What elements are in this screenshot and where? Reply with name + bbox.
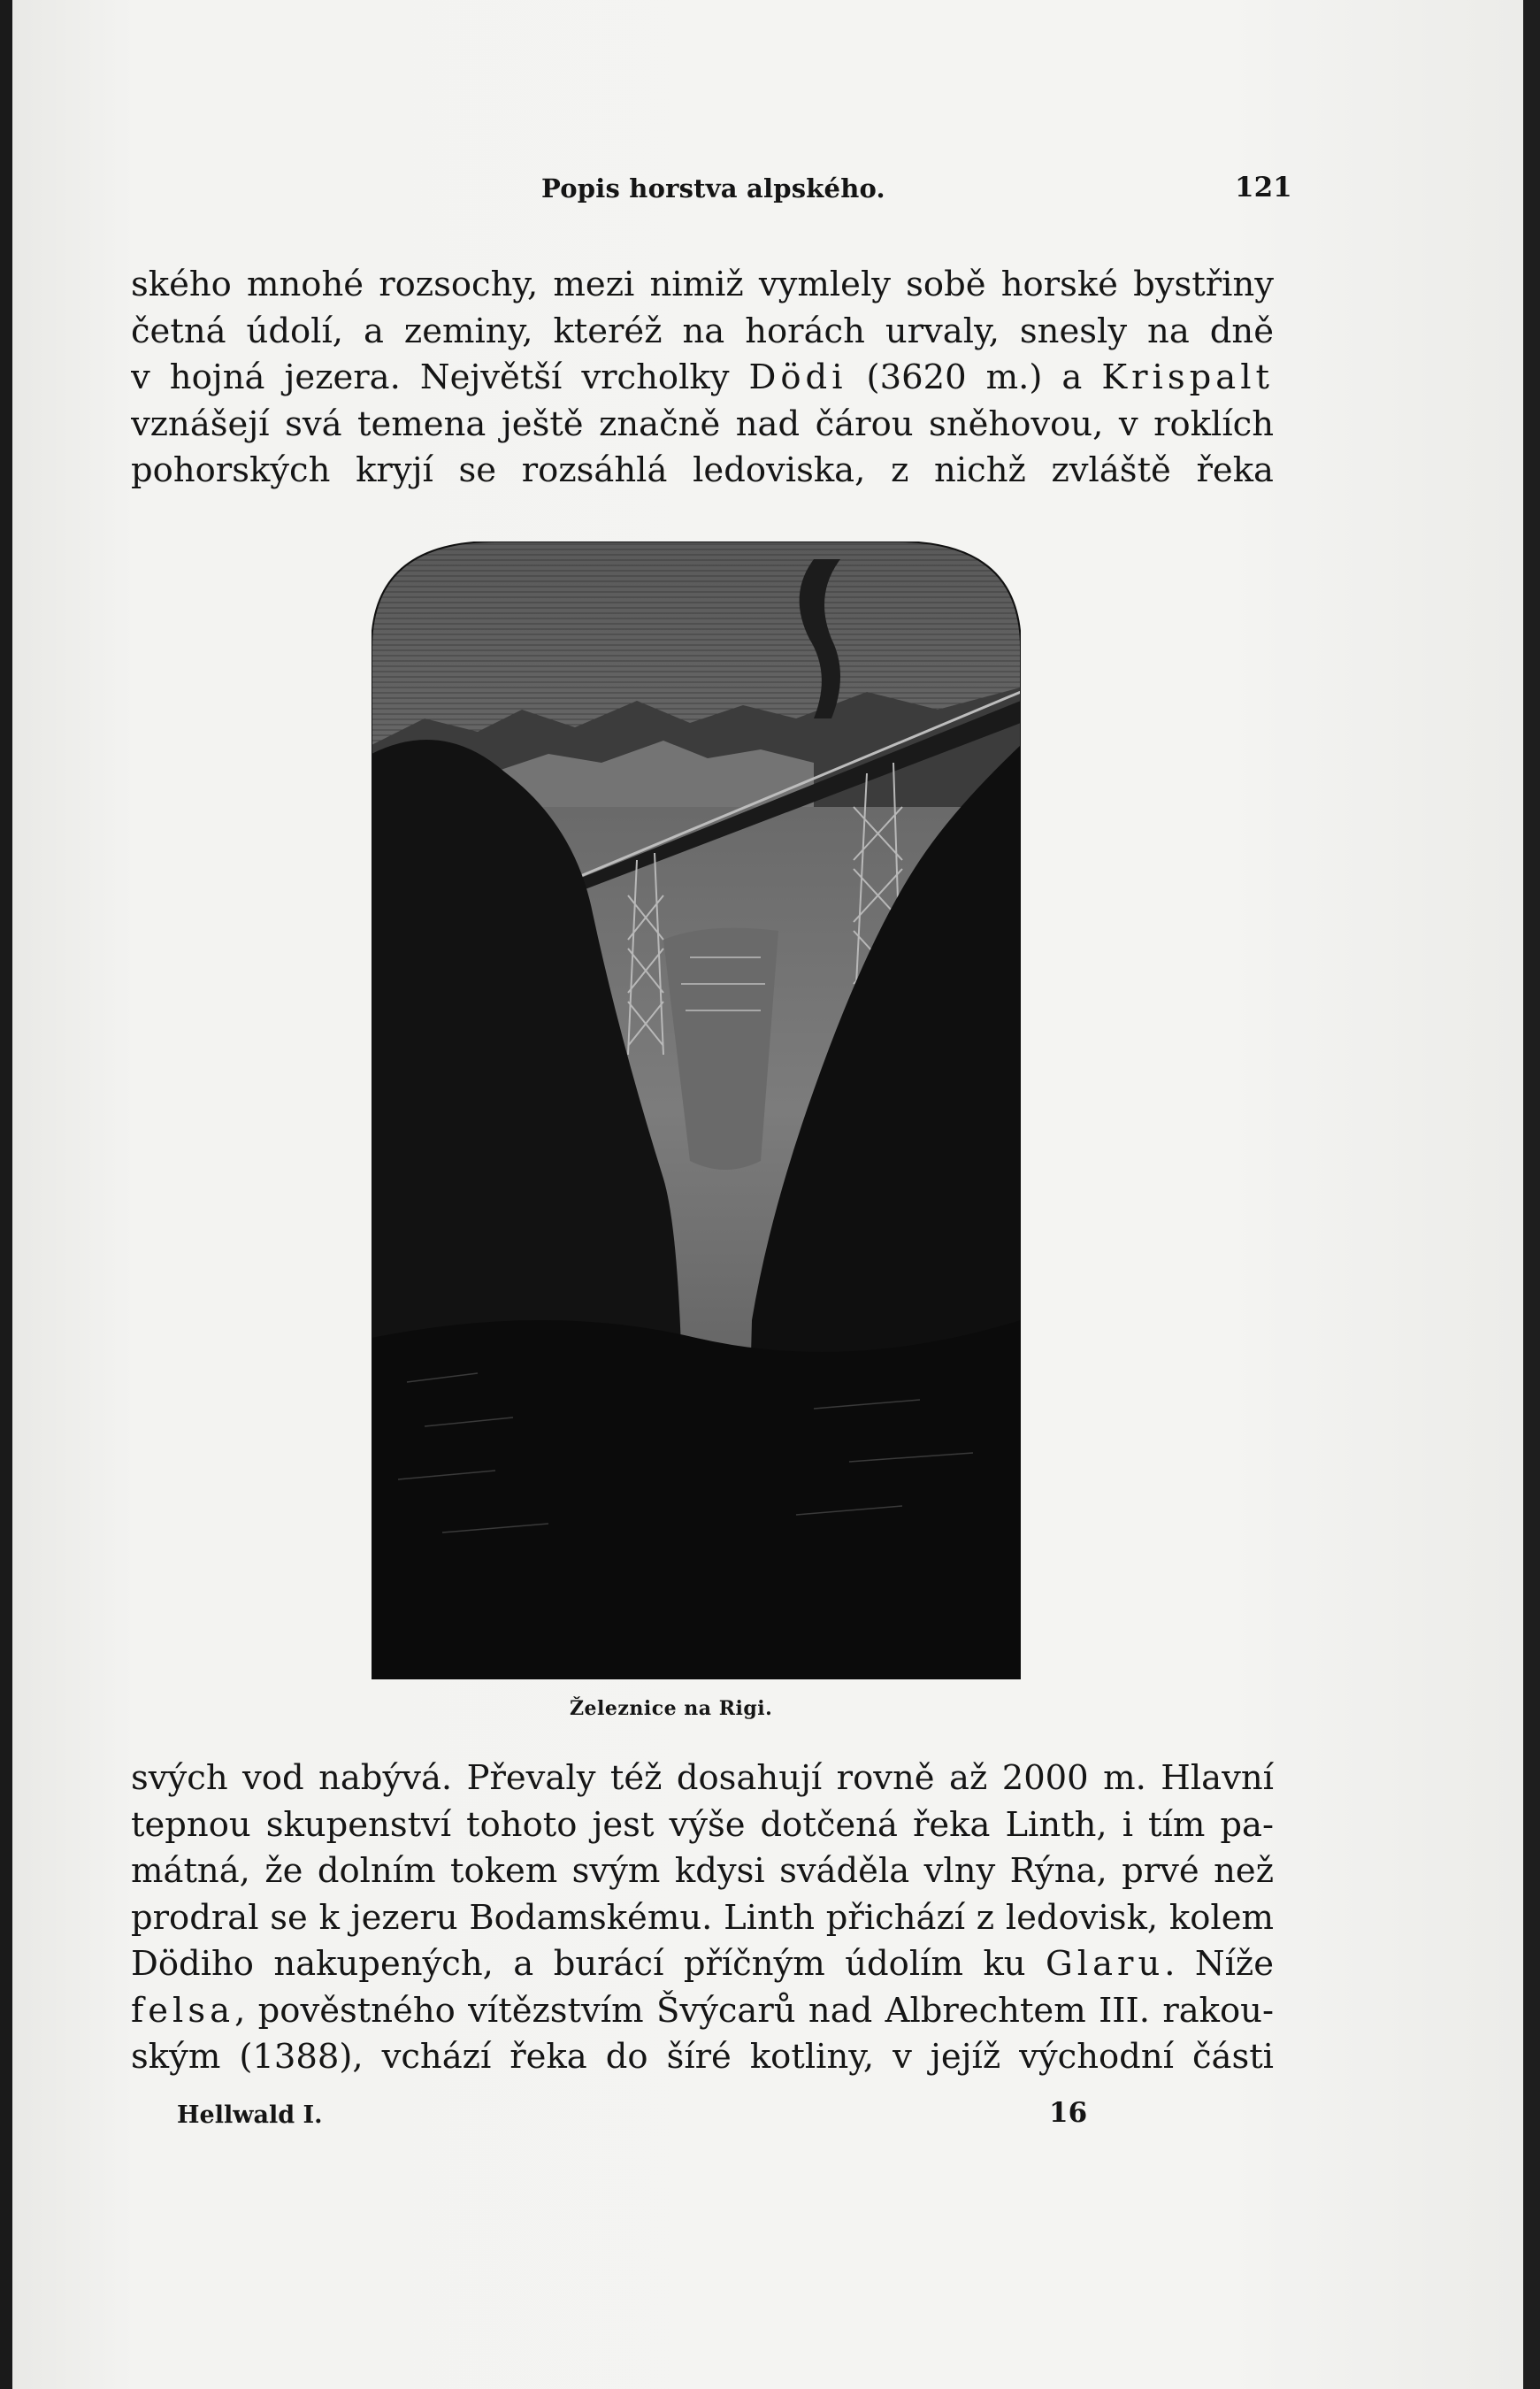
text-line: svých vod nabývá. Převaly též dosahují rovně až 2000 m. Hlavní (131, 1758, 1274, 1798)
spaced-name: Dödi (748, 357, 847, 397)
text-line: ského mnohé rozsochy, mezi nimiž vymlely sobě horské bystřiny (131, 265, 1274, 304)
text-line: pohorských kryjí se rozsáhlá ledoviska, z nichž zvláště řeka (131, 450, 1274, 490)
text-line: vznášejí svá temena ještě značně nad čárou sněhovou, v roklích (131, 403, 1274, 444)
scan-right-edge (1523, 0, 1540, 2389)
page-number: 121 (1235, 172, 1292, 204)
scan-left-edge (0, 0, 12, 2389)
figure-caption: Železnice na Rigi. (570, 1697, 773, 1720)
body-text-top (131, 262, 1274, 495)
text-line: felsa, pověstného vítězstvím Švýcarů nad Albrechtem III. rakou- (131, 1990, 1274, 2031)
text-line: prodral se k jezeru Bodamskému. Linth přichází z ledovisk, kolem (131, 1897, 1274, 1938)
spaced-name: felsa (131, 1990, 235, 2031)
text-line: četná údolí, a zeminy, kteréž na horách urvaly, snesly na dně (131, 311, 1274, 351)
running-title: Popis horstva alpského. (541, 173, 885, 204)
engraving-illustration (372, 542, 1021, 1679)
text-line: Dödiho nakupených, a burácí příčným údolím ku Glaru. Níže (131, 1944, 1274, 1984)
text-line: v hojná jezera. Největší vrcholky Dödi (3620 m.) a Krispalt (131, 357, 1274, 397)
body-text-bottom (131, 1755, 1274, 2081)
text-line: mátná, že dolním tokem svým kdysi sváděla vlny Rýna, prvé než (131, 1851, 1274, 1891)
spaced-name: Krispalt (1101, 357, 1274, 397)
text-line: ským (1388), vchází řeka do šíré kotliny, v jejíž východní části (131, 2037, 1274, 2077)
text-line: tepnou skupenství tohoto jest výše dotčená řeka Linth, i tím pa- (131, 1804, 1274, 1845)
spaced-name: Glaru (1046, 1944, 1165, 1984)
printer-signature: Hellwald I. (177, 2101, 323, 2129)
sheet-number: 16 (1049, 2097, 1088, 2129)
